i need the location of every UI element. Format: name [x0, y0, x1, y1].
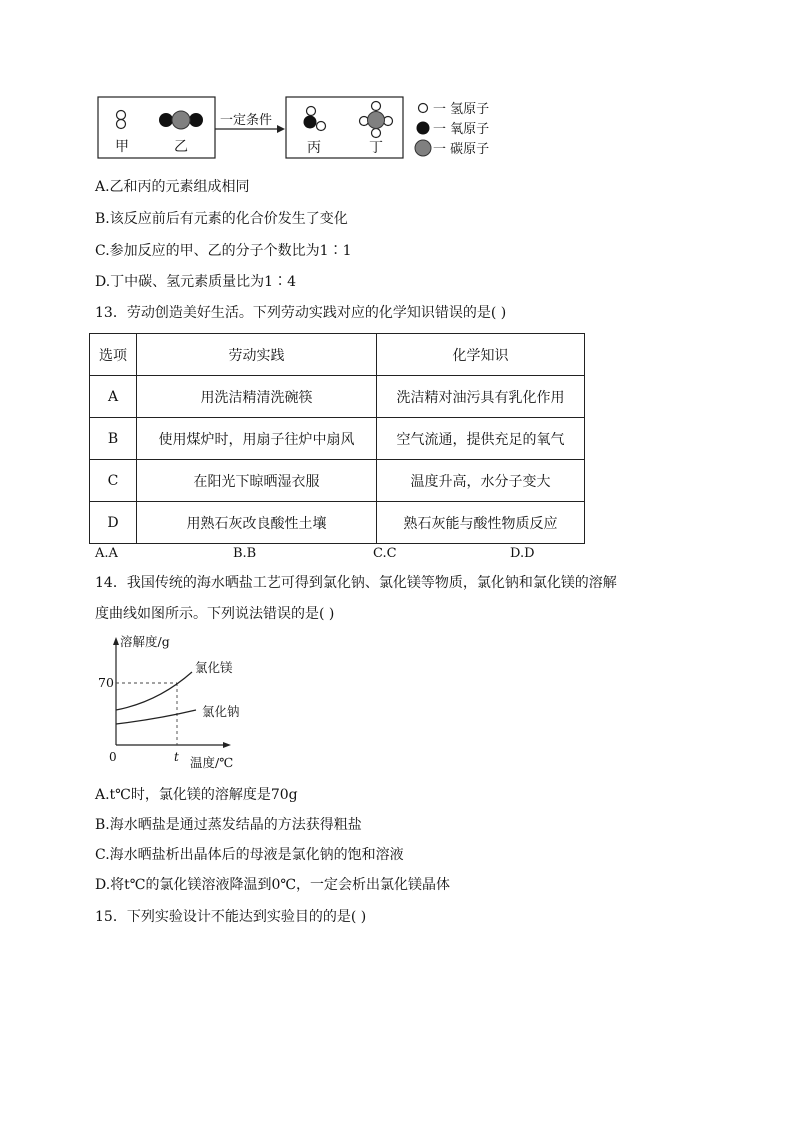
legend-oxygen-label: 一 氧原子	[433, 122, 490, 137]
q13-option-d[interactable]: D.D	[510, 546, 535, 561]
row-practice: 用熟石灰改良酸性土壤	[137, 502, 377, 544]
q13-table	[89, 333, 585, 544]
q13-stem: 13．劳动创造美好生活。下列劳动实践对应的化学知识错误的是( )	[95, 305, 507, 321]
series-nacl-label: 氯化钠	[202, 704, 240, 719]
label-jia: 甲	[115, 139, 129, 155]
legend-hydrogen-icon	[419, 104, 428, 113]
y-axis-arrow-icon	[113, 637, 119, 645]
y-axis-label: 溶解度/g	[120, 634, 170, 649]
legend-hydrogen-label: 一 氢原子	[433, 102, 490, 117]
hydrogen-atom-icon	[307, 107, 316, 116]
row-knowledge: 空气流通，提供充足的氧气	[377, 418, 585, 460]
series-mgcl2-label: 氯化镁	[195, 660, 233, 675]
hydrogen-atom-icon	[372, 129, 381, 138]
q13-option-a[interactable]: A.A	[95, 546, 118, 561]
header-practice: 劳动实践	[137, 334, 377, 376]
table-row	[90, 502, 585, 544]
row-knowledge: 洗洁精对油污具有乳化作用	[377, 376, 585, 418]
table-row	[90, 460, 585, 502]
x-tick-t: t	[174, 750, 179, 764]
row-option: B	[90, 418, 137, 460]
q14-option-a[interactable]: A.t℃时，氯化镁的溶解度是70g	[95, 787, 298, 803]
carbon-atom-icon	[368, 112, 385, 129]
header-option: 选项	[90, 334, 137, 376]
q12-option-c[interactable]: C.参加反应的甲、乙的分子个数比为1∶1	[95, 243, 352, 259]
legend-carbon-label: 一 碳原子	[433, 142, 490, 157]
table-row	[90, 418, 585, 460]
series-nacl-curve	[116, 710, 196, 724]
q14-stem-line2: 度曲线如图所示。下列说法错误的是( )	[95, 606, 335, 622]
row-option: A	[90, 376, 137, 418]
arrow-head-icon	[277, 125, 285, 133]
q14-option-d[interactable]: D.将t℃的氯化镁溶液降温到0℃，一定会析出氯化镁晶体	[95, 877, 451, 893]
q14-option-b[interactable]: B.海水晒盐是通过蒸发结晶的方法获得粗盐	[95, 817, 362, 833]
solubility-chart	[98, 632, 258, 777]
hydrogen-atom-icon	[117, 111, 126, 120]
oxygen-atom-icon	[159, 113, 173, 127]
oxygen-atom-icon	[189, 113, 203, 127]
hydrogen-atom-icon	[317, 122, 326, 131]
legend-oxygen-icon	[417, 122, 430, 135]
label-ding: 丁	[369, 140, 383, 156]
origin-label: 0	[109, 750, 117, 764]
q13-option-c[interactable]: C.C	[373, 546, 397, 561]
x-axis-arrow-icon	[223, 742, 231, 748]
q12-option-d[interactable]: D.丁中碳、氢元素质量比为1∶4	[95, 274, 296, 290]
q15-stem: 15．下列实验设计不能达到实验目的的是( )	[95, 909, 367, 925]
table-row	[90, 376, 585, 418]
row-knowledge: 熟石灰能与酸性物质反应	[377, 502, 585, 544]
oxygen-atom-icon	[304, 116, 317, 129]
series-mgcl2-curve	[116, 672, 192, 710]
y-tick-70: 70	[98, 675, 114, 690]
legend-carbon-icon	[415, 140, 431, 156]
reaction-diagram	[95, 93, 515, 163]
table-header-row	[90, 334, 585, 376]
row-practice: 使用煤炉时，用扇子往炉中扇风	[137, 418, 377, 460]
label-yi: 乙	[174, 139, 188, 155]
hydrogen-atom-icon	[372, 102, 381, 111]
carbon-atom-icon	[172, 111, 190, 129]
q14-option-c[interactable]: C.海水晒盐析出晶体后的母液是氯化钠的饱和溶液	[95, 847, 404, 863]
row-practice: 用洗洁精清洗碗筷	[137, 376, 377, 418]
hydrogen-atom-icon	[117, 120, 126, 129]
row-practice: 在阳光下晾晒湿衣服	[137, 460, 377, 502]
x-axis-label: 温度/℃	[190, 755, 234, 770]
header-knowledge: 化学知识	[377, 334, 585, 376]
reaction-condition: 一定条件	[220, 113, 273, 128]
q12-option-b[interactable]: B.该反应前后有元素的化合价发生了变化	[95, 211, 348, 227]
q14-stem-line1: 14．我国传统的海水晒盐工艺可得到氯化钠、氯化镁等物质，氯化钠和氯化镁的溶解	[95, 575, 617, 591]
q13-option-b[interactable]: B.B	[233, 546, 257, 561]
row-option: C	[90, 460, 137, 502]
label-bing: 丙	[307, 140, 321, 156]
row-option: D	[90, 502, 137, 544]
product-box	[286, 97, 403, 158]
q12-option-a[interactable]: A.乙和丙的元素组成相同	[95, 179, 250, 195]
row-knowledge: 温度升高，水分子变大	[377, 460, 585, 502]
